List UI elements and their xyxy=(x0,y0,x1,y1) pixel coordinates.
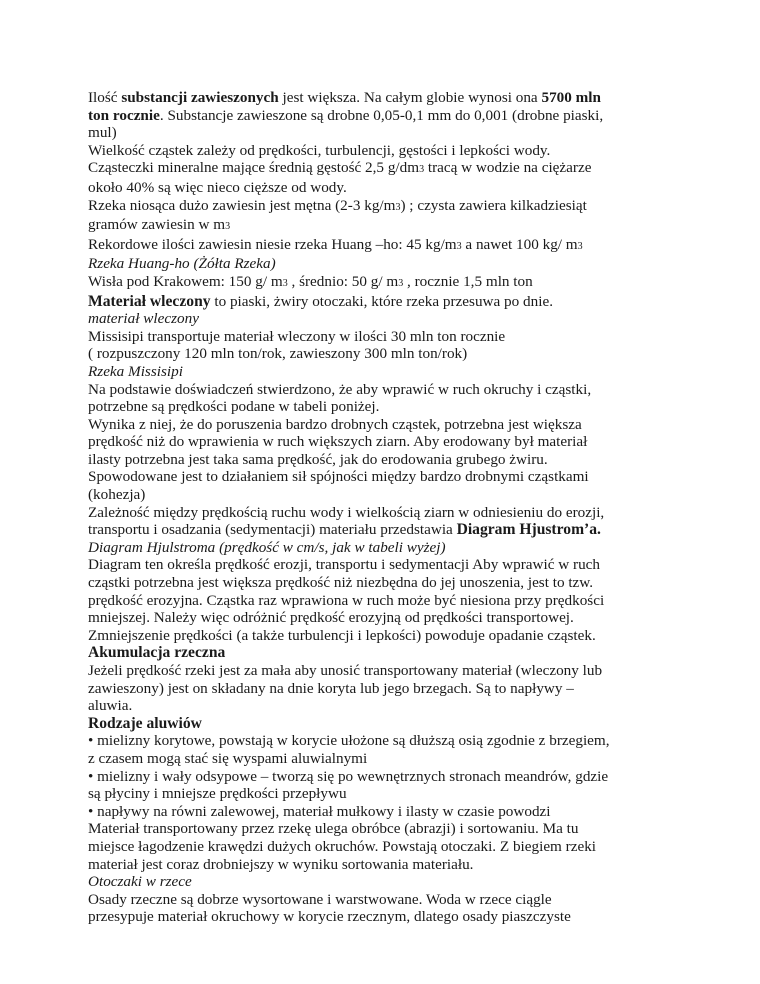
term-suspended-load: substancji zawieszonych xyxy=(121,89,279,106)
paragraph-fine-particles: Wynika z niej, że do poruszenia bardzo drobnych cząstek, potrzebna jest większa prędkość niż do wprawienia w ruch większych ziarn. Aby erodowany był materiał ilasty potrzebna jest taka sama prędkość, jak do erodowania grubego żwiru. xyxy=(88,415,588,468)
paragraph-cohesion: Spowodowane jest to działaniem sił spójności między bardzo drobnymi cząstkami (kohezja) xyxy=(88,468,589,504)
heading-alluvium-types: Rodzaje aluwiów xyxy=(88,714,202,732)
heading-river-accumulation: Akumulacja rzeczna xyxy=(88,644,226,662)
paragraph-wisla: Wisła pod Krakowem: 150 g/ m3 , średnio: 50 g/ m3 , rocznie 1,5 mln ton xyxy=(88,272,533,290)
caption-huang-ho: Rzeka Huang-ho (Żółta Rzeka) xyxy=(88,255,276,273)
paragraph-velocity-decrease: Zmniejszenie prędkości (a także turbulencji i lepkości) powoduje opadanie cząstek. xyxy=(88,626,596,644)
paragraph-huang-ho-record: Rekordowe ilości zawiesin niesie rzeka Huang –ho: 45 kg/m3 a nawet 100 kg/ m3 xyxy=(88,235,583,253)
figure-5700-mln: 5700 mln ton rocznie xyxy=(88,89,601,124)
caption-pebbles: Otoczaki w rzece xyxy=(88,873,192,891)
paragraph-hjulstrom-intro: Zależność między prędkością ruchu wody i wielkością ziarn w odniesieniu do erozji, transportu i osadzania (sedymentacji) materiału przedstawia Diagram Hjustrom’a. xyxy=(88,503,605,539)
term-diagram-hjustrom: Diagram Hjustrom’a. xyxy=(456,521,601,539)
list-item: • mielizny korytowe, powstają w korycie ułożone są dłuższą osią zgodnie z brzegiem, z czasem mogą stać się wyspami aluwialnymi xyxy=(88,732,610,767)
paragraph-experiments: Na podstawie doświadczeń stwierdzono, że aby wprawić w ruch okruchy i cząstki, potrzebne są prędkości podane w tabeli poniżej. xyxy=(88,380,592,416)
paragraph-abrasion: Materiał transportowany przez rzekę ulega obróbce (abrazji) i sortowaniu. Ma tu miejsce łagodzenie krawędzi dużych okruchów. Powstają otoczaki. Z biegiem rzeki materiał jest coraz drobniejszy w wyniku sortowania materiału. xyxy=(88,820,597,873)
document-page xyxy=(88,89,618,926)
paragraph-missisipi-detail: ( rozpuszczony 120 mln ton/rok, zawieszony 300 mln ton/rok) xyxy=(88,345,468,363)
paragraph-suspended-load: Ilość substancji zawieszonych jest większa. Na całym globie wynosi ona 5700 mln ton rocznie. Substancje zawieszone są drobne 0,05-0,1 mm do 0,001 (drobne piaski, mul) xyxy=(88,89,604,142)
list-item: • mielizny i wały odsypowe – tworzą się po wewnętrznych stronach meandrów, gdzie są płyciny i mniejsze prędkości przepływu xyxy=(88,767,609,803)
term-bedload: Materiał wleczony xyxy=(88,292,211,310)
paragraph-bedload: Materiał wleczony to piaski, żwiry otoczaki, które rzeka przesuwa po dnie. xyxy=(88,292,553,310)
paragraph-erosion-velocity: Diagram ten określa prędkość erozji, transportu i sedymentacji Aby wprawić w ruch cząstki potrzebna jest większa prędkość niż niezbędna do jej unoszenia, jest to tzw. prędkość erozyjna. Cząstka raz wprawiona w ruch może być niesiona przy prędkości mniejszej. Należy więc odróżnić prędkość erozyjną od prędkości transportowej. xyxy=(88,556,605,627)
paragraph-mineral-density: Cząsteczki mineralne mające średnią gęstość 2,5 g/dm3 tracą w wodzie na ciężarze około 40% są więc nieco cięższe od wody. xyxy=(88,159,592,196)
list-item: • napływy na równi zalewowej, materiał mułkowy i ilasty w czasie powodzi xyxy=(88,802,551,820)
paragraph-particle-size: Wielkość cząstek zależy od prędkości, turbulencji, gęstości i lepkości wody. xyxy=(88,141,551,159)
paragraph-accumulation: Jeżeli prędkość rzeki jest za mała aby unosić transportowany materiał (wleczony lub zawieszony) jest on składany na dnie koryta lub jego brzegach. Są to napływy – aluwia. xyxy=(88,662,603,715)
paragraph-turbid-river: Rzeka niosąca dużo zawiesin jest mętna (2-3 kg/m3) ; czysta zawiera kilkadziesiąt gramów zawiesin w m3 xyxy=(88,196,587,234)
paragraph-river-deposits: Osady rzeczne są dobrze wysortowane i warstwowane. Woda w rzece ciągle przesypuje materiał okruchowy w korycie rzecznym, dlatego osady piaszczyste xyxy=(88,890,571,926)
caption-missisipi: Rzeka Missisipi xyxy=(88,362,183,380)
caption-bedload: materiał wleczony xyxy=(88,310,199,328)
paragraph-missisipi: Missisipi transportuje materiał wleczony w ilości 30 mln ton rocznie xyxy=(88,327,506,345)
caption-hjulstrom: Diagram Hjulstroma (prędkość w cm/s, jak w tabeli wyżej) xyxy=(88,538,446,556)
